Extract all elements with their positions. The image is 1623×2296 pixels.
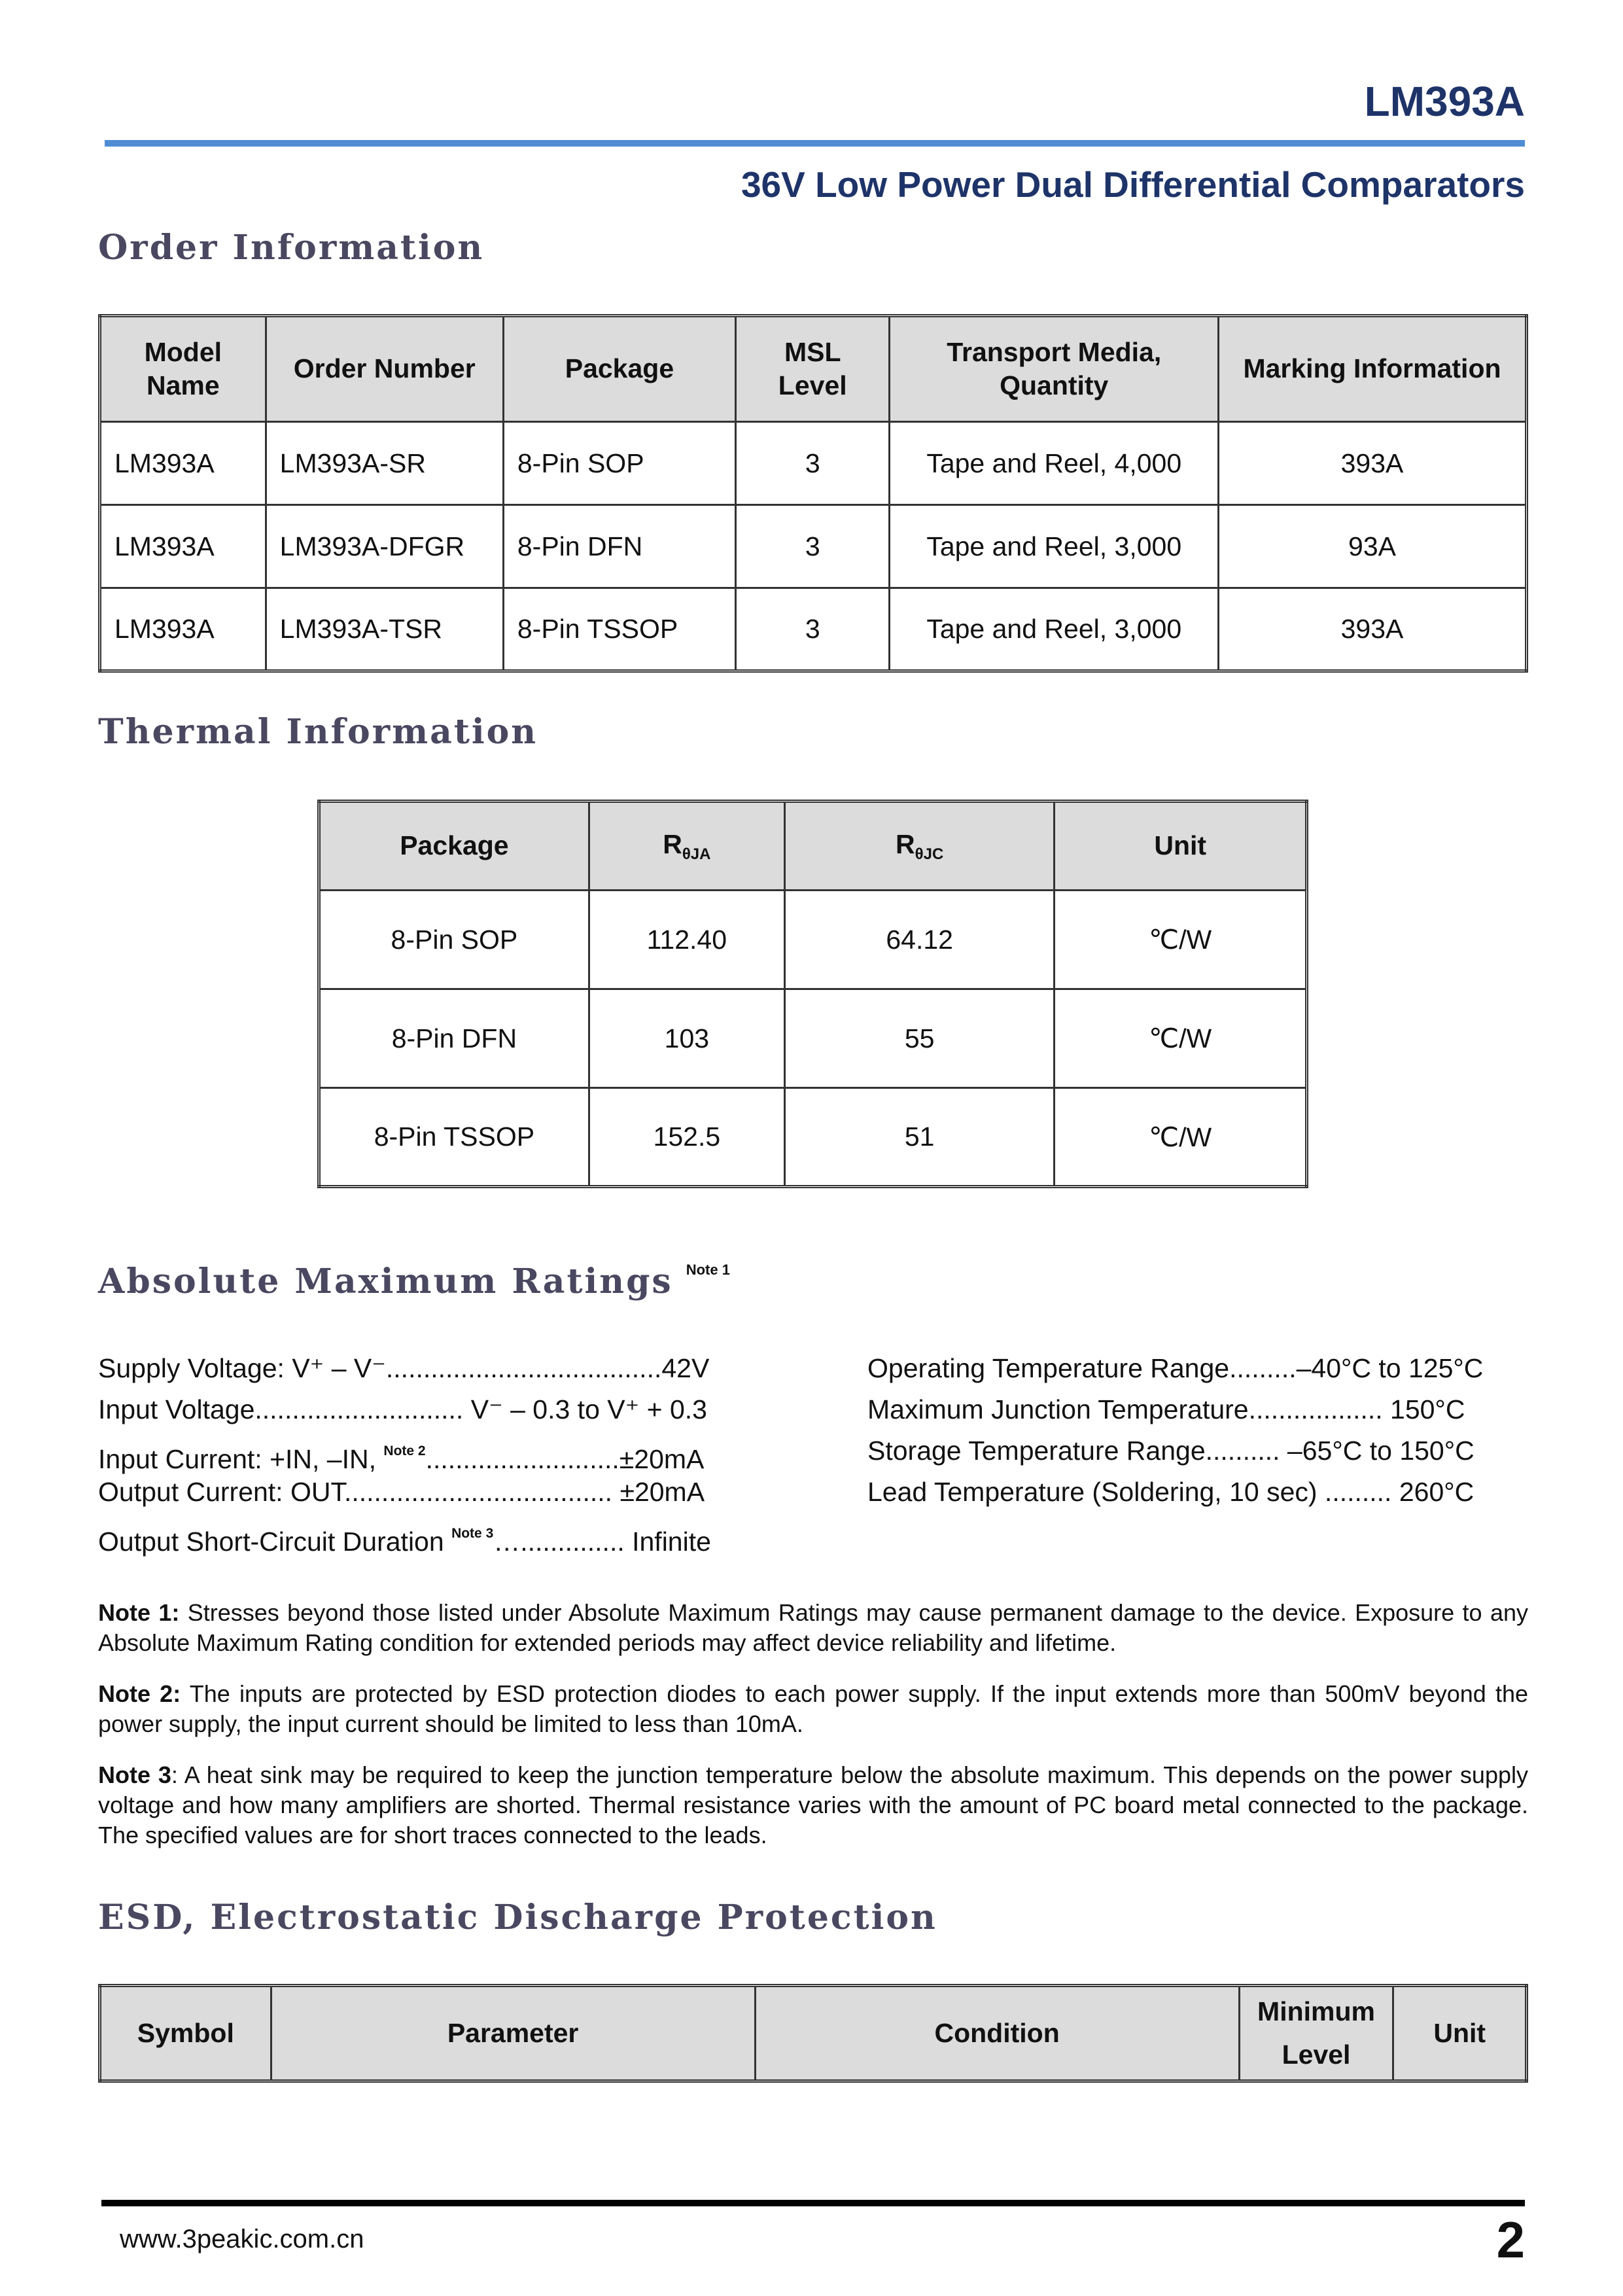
thermal-info-heading: Thermal Information bbox=[98, 712, 538, 752]
note-3: Note 3: A heat sink may be required to keep the junction temperature below the absolute maximum. This depends on the power supply voltage and how many amplifiers are shorted. Thermal resistance varies with the amount of PC board metal connected to the package. The specified values are for short traces connected to the leads. bbox=[98, 1761, 1528, 1848]
table-cell: LM393A bbox=[100, 588, 266, 671]
table-cell: 112.40 bbox=[589, 891, 784, 989]
abs-max-heading: Absolute Maximum Ratings $^{Note 1}$ bbox=[98, 1262, 730, 1301]
document-subtitle: 36V Low Power Dual Differential Comparators bbox=[741, 164, 1525, 205]
col-parameter: Parameter bbox=[271, 1986, 755, 2081]
table-cell: Tape and Reel, 3,000 bbox=[890, 505, 1219, 588]
col-unit: Unit bbox=[1055, 802, 1307, 891]
col-order-number: Order Number bbox=[266, 316, 503, 422]
table-cell: 51 bbox=[784, 1088, 1054, 1187]
table-header-row bbox=[100, 316, 1527, 422]
rating-line: Maximum Junction Temperature.................. 150°C bbox=[867, 1394, 1465, 1424]
table-row bbox=[100, 505, 1527, 588]
table-cell: LM393A bbox=[100, 422, 266, 505]
rating-line: Input Voltage............................ V⁻ – 0.3 to V⁺ + 0.3 bbox=[98, 1394, 707, 1424]
table-row bbox=[319, 891, 1307, 989]
col-msl-level: MSL Level bbox=[736, 316, 890, 422]
rating-line: Operating Temperature Range.........–40°C to 125°C bbox=[867, 1353, 1484, 1383]
footer-rule bbox=[101, 2200, 1525, 2206]
table-header-row bbox=[100, 1986, 1527, 2081]
table-header-row bbox=[319, 802, 1307, 891]
rating-line: Input Current: +IN, –IN, $^{Note 2}$..........................±20mA bbox=[98, 1443, 705, 1474]
table-cell: 3 bbox=[736, 588, 890, 671]
table-cell: LM393A-SR bbox=[266, 422, 503, 505]
table-cell: 8-Pin DFN bbox=[503, 505, 735, 588]
thermal-info-table bbox=[317, 800, 1308, 1188]
part-number: LM393A bbox=[1364, 78, 1525, 125]
order-info-heading: Order Information bbox=[98, 228, 485, 268]
table-cell: 8-Pin DFN bbox=[319, 989, 589, 1088]
table-cell: Tape and Reel, 3,000 bbox=[890, 588, 1219, 671]
table-cell: LM393A bbox=[100, 505, 266, 588]
table-cell: ℃/W bbox=[1055, 1088, 1307, 1187]
header-rule bbox=[105, 140, 1525, 147]
rating-line: Lead Temperature (Soldering, 10 sec) ......... 260°C bbox=[867, 1477, 1475, 1507]
abs-max-right-list bbox=[867, 1348, 1483, 1513]
page-number: 2 bbox=[1496, 2211, 1525, 2269]
table-cell: Tape and Reel, 4,000 bbox=[890, 422, 1219, 505]
esd-table bbox=[98, 1984, 1528, 2083]
table-cell: 393A bbox=[1219, 422, 1527, 505]
table-row bbox=[319, 989, 1307, 1088]
table-cell: 8-Pin TSSOP bbox=[503, 588, 735, 671]
note-ref: Note 3 bbox=[451, 1526, 494, 1541]
note-ref: Note 2 bbox=[383, 1443, 426, 1458]
table-cell: ℃/W bbox=[1055, 989, 1307, 1088]
table-cell: 8-Pin TSSOP bbox=[319, 1088, 589, 1187]
rating-line: Output Short-Circuit Duration $^{Note 3}$….............. Infinite bbox=[98, 1526, 711, 1557]
col-package: Package bbox=[319, 802, 589, 891]
col-marking-info: Marking Information bbox=[1219, 316, 1527, 422]
abs-max-left-list bbox=[98, 1348, 711, 1557]
col-unit: Unit bbox=[1393, 1986, 1527, 2081]
col-condition: Condition bbox=[755, 1986, 1239, 2081]
order-info-table bbox=[98, 314, 1528, 673]
col-transport-media: Transport Media, Quantity bbox=[890, 316, 1219, 422]
table-cell: 152.5 bbox=[589, 1088, 784, 1187]
rating-line: Output Current: OUT.................................... ±20mA bbox=[98, 1477, 705, 1507]
col-model-name: Model Name bbox=[100, 316, 266, 422]
esd-heading: ESD, Electrostatic Discharge Protection bbox=[98, 1898, 937, 1937]
table-row bbox=[100, 588, 1527, 671]
rating-line: Storage Temperature Range.......... –65°C to 150°C bbox=[867, 1436, 1475, 1466]
table-cell: 55 bbox=[784, 989, 1054, 1088]
col-r-theta-ja: $R_{\theta JA}$ bbox=[589, 802, 784, 891]
rating-line: Supply Voltage: V⁺ – V⁻.....................................42V bbox=[98, 1353, 710, 1383]
table-cell: LM393A-DFGR bbox=[266, 505, 503, 588]
note-2: Note 2: The inputs are protected by ESD protection diodes to each power supply. If the input extends more than 500mV beyond the power supply, the input current should be limited to less than 10mA. bbox=[98, 1680, 1528, 1737]
table-cell: 93A bbox=[1219, 505, 1527, 588]
table-cell: 103 bbox=[589, 989, 784, 1088]
note-1: Note 1: Stresses beyond those listed under Absolute Maximum Ratings may cause permanent damage to the device. Exposure to any Absolute Maximum Rating condition for extended periods may affect device reliability and lifetime. bbox=[98, 1599, 1528, 1656]
table-cell: 393A bbox=[1219, 588, 1527, 671]
col-r-theta-jc: $R_{\theta JC}$ bbox=[784, 802, 1054, 891]
table-cell: 8-Pin SOP bbox=[503, 422, 735, 505]
table-cell: 64.12 bbox=[784, 891, 1054, 989]
col-symbol: Symbol bbox=[100, 1986, 271, 2081]
table-cell: 3 bbox=[736, 422, 890, 505]
note-ref: Note 1 bbox=[686, 1262, 730, 1278]
table-cell: LM393A-TSR bbox=[266, 588, 503, 671]
footer-url[interactable]: www.3peakic.com.cn bbox=[120, 2225, 364, 2253]
table-cell: 8-Pin SOP bbox=[319, 891, 589, 989]
col-package: Package bbox=[503, 316, 735, 422]
table-row bbox=[319, 1088, 1307, 1187]
table-row bbox=[100, 422, 1527, 505]
table-cell: 3 bbox=[736, 505, 890, 588]
col-minimum-level: Minimum Level bbox=[1239, 1986, 1393, 2081]
table-cell: ℃/W bbox=[1055, 891, 1307, 989]
